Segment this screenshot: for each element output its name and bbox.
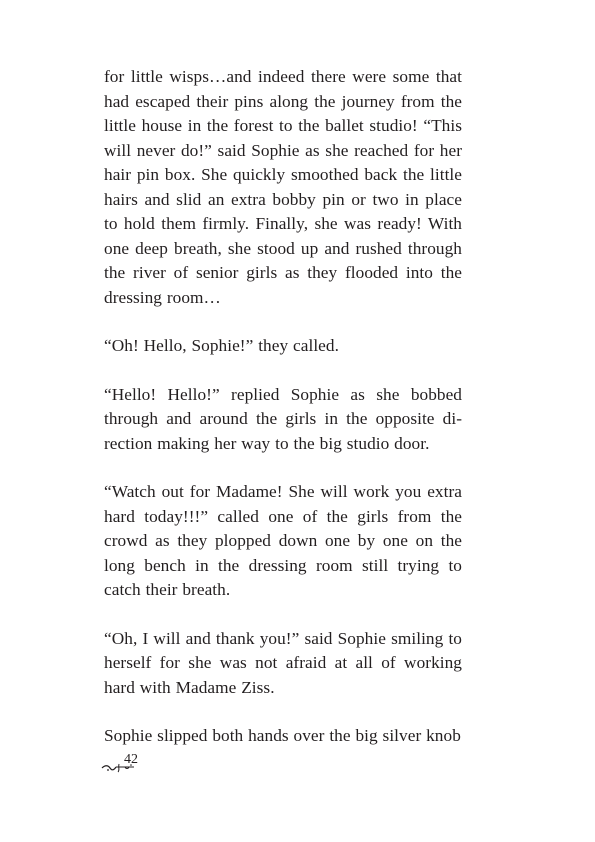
paragraph: “Watch out for Madame! She will work you extra hard today!!!” called one of the girls from the crowd as they plopped down one by one on the long bench in the dressing room still trying to catch their breath. [104, 482, 462, 599]
paragraph: “Hello! Hello!” replied Sophie as she bobbed through and around the girls in the opposite direction making her way to the big studio door. [104, 384, 462, 453]
paragraph: “Oh! Hello, Sophie!” they called. [104, 336, 339, 355]
page-number: 42 [124, 752, 138, 767]
paragraph: Sophie slipped both hands over the big silver knob [104, 726, 461, 745]
body-text [104, 65, 462, 749]
paragraph: for little wisps…and indeed there were some that had escaped their pins along the journey from the little house in the forest to the ballet studio! “This will never do!” said Sophie as she reached for her hair pin box. She quickly smoothed back the little hairs and slid an extra bobby pin or two in place to hold them firmly. Finally, she was ready! With one deep breath, she stood up and rushed through the river of senior girls as they flooded into the dressing room… [104, 67, 462, 307]
paragraph: “Oh, I will and thank you!” said Sophie smiling to herself for she was not afraid at all of working hard with Madame Ziss. [104, 628, 462, 697]
